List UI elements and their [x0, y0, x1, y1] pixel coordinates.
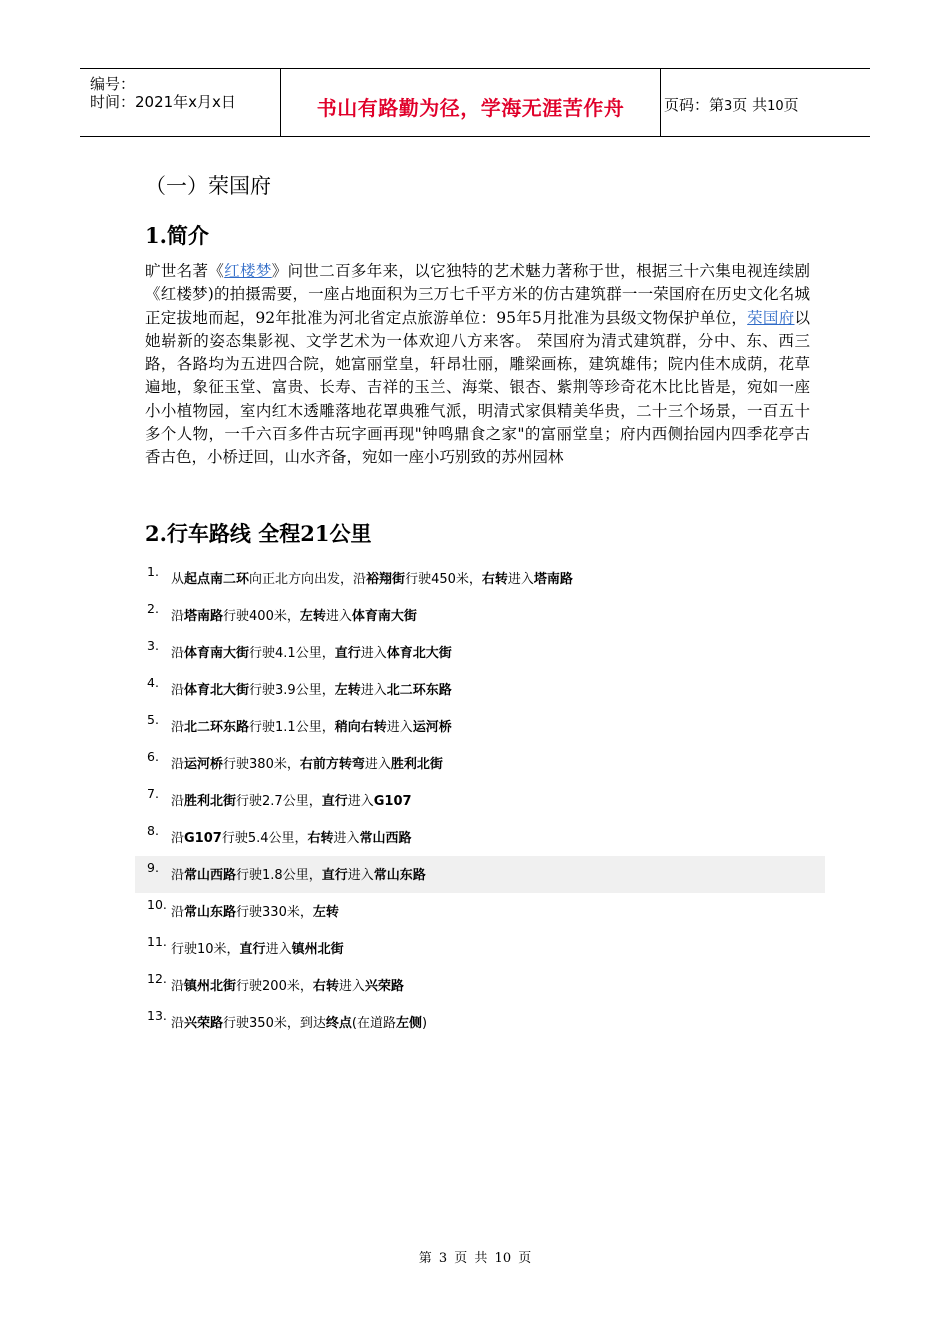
header-left-cell: [80, 69, 281, 136]
header-right-cell: [661, 69, 870, 136]
route-step-fragment: ): [421, 1016, 428, 1031]
motto: 书山有路勤为径，学海无涯苦作舟: [316, 96, 625, 120]
route-step-number: 11.: [147, 934, 167, 949]
route-step-fragment: 沿: [171, 1016, 185, 1031]
route-step-text: [171, 827, 412, 846]
route-step-fragment: 进入: [364, 757, 391, 772]
route-step-fragment: 从: [171, 572, 185, 587]
route-step: [135, 893, 825, 930]
route-step: [135, 671, 825, 708]
route-step-keyword: 右转: [481, 572, 508, 587]
route-step-keyword: G107: [184, 831, 222, 846]
route-step-number: 4.: [147, 675, 159, 690]
page-suffix: 页: [783, 96, 799, 114]
route-step-keyword: 体育南大街: [184, 646, 250, 661]
route-step-number: 5.: [147, 712, 159, 727]
intro-paragraph: [145, 260, 810, 470]
route-step-fragment: 进入: [347, 868, 374, 883]
route-step-keyword: 左侧: [395, 1016, 422, 1031]
route-step: [135, 819, 825, 856]
route-step-fragment: 沿: [171, 831, 185, 846]
route-step-fragment: 向正北方向出发，沿: [249, 572, 367, 587]
route-step-text: [171, 568, 573, 587]
route-step-fragment: 进入: [347, 794, 374, 809]
route-step-keyword: 常山东路: [373, 868, 426, 883]
route-step-keyword: 运河桥: [412, 720, 452, 735]
route-step-number: 10.: [147, 897, 167, 912]
route-step-text: [171, 605, 417, 624]
route-step-keyword: 左转: [299, 609, 326, 624]
route-step-text: [171, 1012, 427, 1031]
page-footer: 第 3 页 共 10 页: [418, 1251, 532, 1266]
route-step-fragment: 行驶200米，: [236, 979, 313, 994]
route-step-text: [171, 901, 339, 920]
route-step-fragment: 行驶350米，到达: [223, 1016, 326, 1031]
route-step-number: 6.: [147, 749, 159, 764]
hongloumeng-link[interactable]: 红楼梦: [224, 262, 272, 280]
intro-text-1: 旷世名著《: [145, 262, 225, 280]
route-step: [135, 560, 825, 597]
route-step-keyword: 北二环东路: [184, 720, 250, 735]
route-step-fragment: 沿: [171, 609, 185, 624]
intro-text-3: 以她崭新的姿态集影视、文学艺术为一体欢迎八方来客。 荣国府为清式建筑群，分中、东、西三路，各路均为五进四合院，她富丽堂皇，轩昂壮丽，雕梁画栋，建筑雄伟；院内佳木成荫，花草遍地，象征玉堂、富贵、长寿、吉祥的玉兰、海棠、银杏、紫荆等珍奇花木比比皆是，宛如一座小小植物园，室内红木透雕落地花罩典雅气派，明清式家俱精美华贵，二十三个场景，一百五十多个人物，一千六百多件古玩字画再现"钟鸣鼎食之家"的富丽堂皇；府内西侧抬园内四季花亭古香古色，小桥迂回，山水齐备，宛如一座小巧别致的苏州园林: [145, 308, 810, 467]
route-step-fragment: 沿: [171, 905, 185, 920]
route-step-keyword: 起点南二环: [184, 572, 250, 587]
intro-heading: 1.简介: [145, 223, 209, 248]
route-step: [135, 1004, 825, 1041]
route-step-fragment: 沿: [171, 794, 185, 809]
route-step-keyword: G107: [373, 794, 412, 809]
route-step-fragment: 进入: [333, 831, 360, 846]
page-prefix: 页码：第: [664, 96, 725, 114]
route-step-text: [171, 975, 404, 994]
route-step-keyword: 直行: [321, 868, 348, 883]
route-step-keyword: 直行: [239, 942, 266, 957]
route-step-fragment: 沿: [171, 757, 185, 772]
header-middle-cell: [281, 69, 661, 136]
time-label: 时间：2021年x月x日: [90, 93, 236, 111]
route-step-fragment: 进入: [360, 683, 387, 698]
route-step-keyword: 镇州北街: [291, 942, 344, 957]
route-step-text: [171, 790, 412, 809]
route-steps-list: [135, 560, 825, 1041]
route-step: [135, 856, 825, 893]
route-step-fragment: 进入: [507, 572, 534, 587]
route-step-fragment: 沿: [171, 868, 185, 883]
route-step-fragment: (在道路: [351, 1016, 396, 1031]
route-step: [135, 634, 825, 671]
route-step-keyword: 兴荣路: [364, 979, 404, 994]
route-step-fragment: 沿: [171, 683, 185, 698]
route-step-number: 1.: [147, 564, 159, 579]
route-step: [135, 782, 825, 819]
route-step-text: [171, 642, 452, 661]
route-step-keyword: 镇州北街: [184, 979, 237, 994]
route-step-keyword: 兴荣路: [184, 1016, 224, 1031]
route-step-fragment: 行驶5.4公里，: [221, 831, 308, 846]
route-step-number: 12.: [147, 971, 167, 986]
route-step-keyword: 常山西路: [359, 831, 412, 846]
route-step-keyword: 北二环东路: [386, 683, 452, 698]
route-step-number: 2.: [147, 601, 159, 616]
route-step-keyword: 右转: [312, 979, 339, 994]
route-step-fragment: 行驶400米，: [223, 609, 300, 624]
route-step-fragment: 行驶380米，: [223, 757, 300, 772]
document-header: [80, 68, 870, 137]
route-heading: 2.行车路线 全程21公里: [145, 521, 372, 546]
route-step: [135, 930, 825, 967]
route-step-number: 7.: [147, 786, 159, 801]
route-step: [135, 597, 825, 634]
route-step-fragment: 进入: [338, 979, 365, 994]
route-step-keyword: 右转: [307, 831, 334, 846]
route-step-keyword: 终点: [325, 1016, 352, 1031]
route-step-keyword: 直行: [321, 794, 348, 809]
route-step-keyword: 常山东路: [184, 905, 237, 920]
route-step-keyword: 体育北大街: [386, 646, 452, 661]
route-step-fragment: 行驶10米，: [171, 942, 240, 957]
route-step-keyword: 右前方转弯: [299, 757, 365, 772]
route-step-number: 8.: [147, 823, 159, 838]
section-title: （一）荣国府: [145, 174, 271, 198]
route-step-text: [171, 938, 344, 957]
route-step-fragment: 行驶1.1公里，: [249, 720, 335, 735]
route-step-fragment: 沿: [171, 979, 185, 994]
intro-text-2: 》问世二百多年来，以它独特的艺术魅力著称于世，根据三十六集电视连续剧《红楼梦)的拍摄需要，一座占地面积为三万七千平方米的仿古建筑群一一荣国府在历史文化名城正定拔地而起，92年批准为河北省定点旅游单位：95年5月批准为县级文物保护单位，: [145, 262, 810, 327]
route-step-keyword: 体育北大街: [184, 683, 250, 698]
route-step-text: [171, 753, 443, 772]
route-step: [135, 745, 825, 782]
route-step-fragment: 行驶450米，: [405, 572, 482, 587]
route-step: [135, 708, 825, 745]
route-step: [135, 967, 825, 1004]
rongguofu-link[interactable]: 荣国府: [747, 308, 795, 327]
route-step-number: 13.: [147, 1008, 167, 1023]
route-step-keyword: 左转: [312, 905, 339, 920]
page-mid: 页 共: [732, 96, 768, 114]
route-step-fragment: 沿: [171, 720, 185, 735]
page-current: 3: [724, 99, 733, 114]
route-step-keyword: 裕翔街: [366, 572, 406, 587]
route-step-fragment: 进入: [265, 942, 292, 957]
route-step-fragment: 进入: [360, 646, 387, 661]
route-step-fragment: 行驶330米，: [236, 905, 313, 920]
route-step-keyword: 塔南路: [184, 609, 224, 624]
route-step-text: [171, 864, 426, 883]
route-step-text: [171, 716, 452, 735]
route-step-fragment: 行驶2.7公里，: [236, 794, 322, 809]
route-step-keyword: 左转: [334, 683, 361, 698]
route-step-keyword: 运河桥: [184, 757, 224, 772]
route-step-keyword: 直行: [334, 646, 361, 661]
route-step-fragment: 进入: [325, 609, 352, 624]
number-label: 编号：: [90, 75, 136, 93]
route-step-keyword: 稍向右转: [334, 720, 387, 735]
page-total: 10: [767, 99, 784, 114]
page-indicator: [664, 94, 799, 115]
route-step-number: 9.: [147, 860, 159, 875]
route-step-keyword: 胜利北街: [184, 794, 237, 809]
route-step-keyword: 常山西路: [184, 868, 237, 883]
route-step-text: [171, 679, 452, 698]
route-step-keyword: 胜利北街: [390, 757, 443, 772]
route-step-fragment: 行驶4.1公里，: [249, 646, 335, 661]
route-step-fragment: 行驶3.9公里，: [249, 683, 335, 698]
route-step-fragment: 沿: [171, 646, 185, 661]
route-step-number: 3.: [147, 638, 159, 653]
route-step-keyword: 体育南大街: [351, 609, 417, 624]
route-step-fragment: 行驶1.8公里，: [236, 868, 322, 883]
route-step-keyword: 塔南路: [533, 572, 573, 587]
route-step-fragment: 进入: [386, 720, 413, 735]
